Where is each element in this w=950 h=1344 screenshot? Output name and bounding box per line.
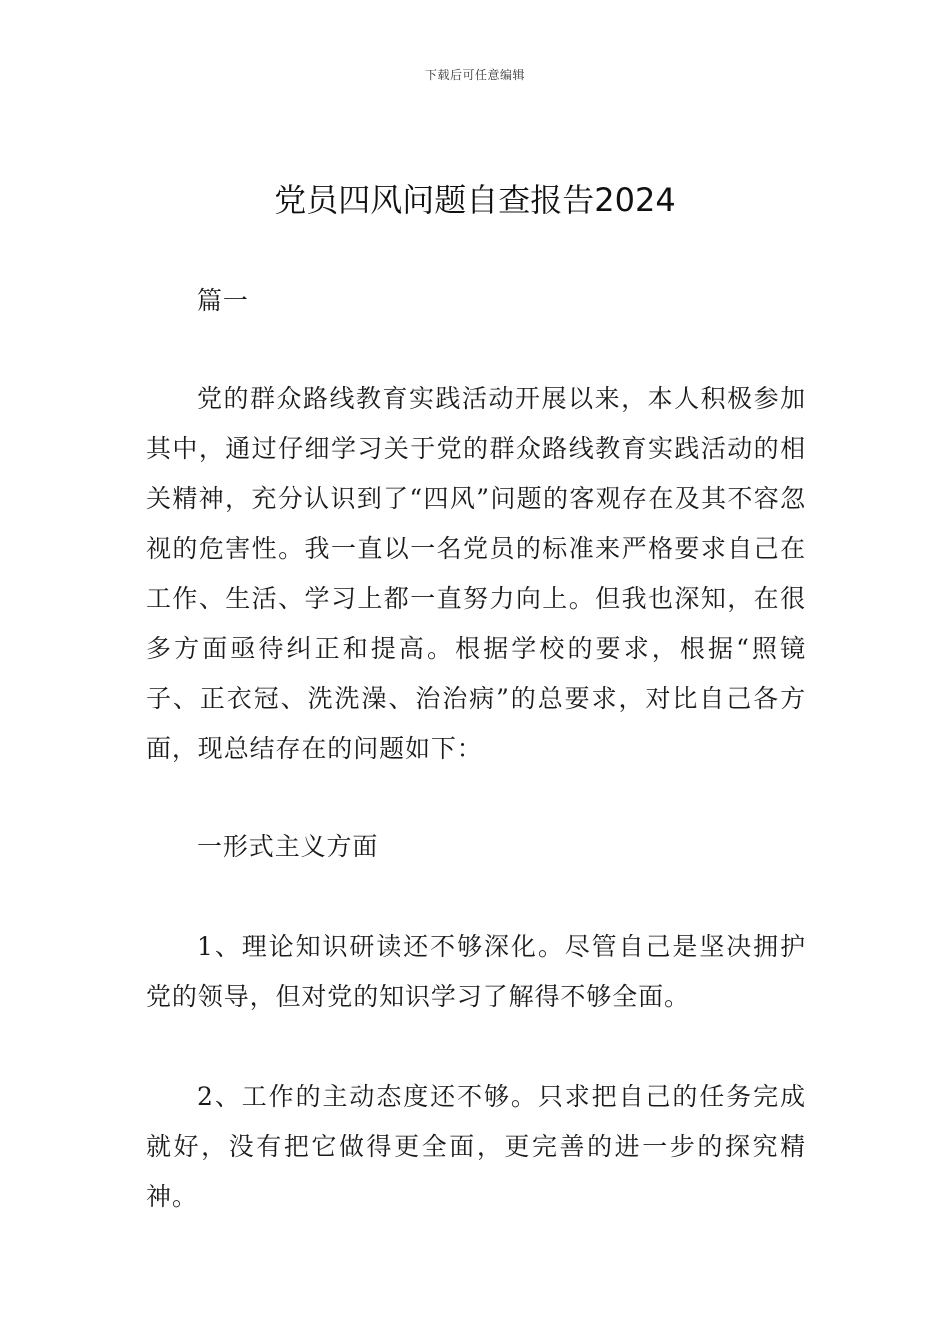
document-title: 党员四风问题自查报告2024 xyxy=(274,181,676,219)
subheading-formalism: 一形式主义方面 xyxy=(197,832,379,861)
list-item-1: 1、理论知识研读还不够深化。尽管自己是坚决拥护党的领导，但对党的知识学习了解得不够全面。 xyxy=(146,932,806,1011)
section-label: 篇一 xyxy=(197,286,249,315)
intro-paragraph: 党的群众路线教育实践活动开展以来，本人积极参加其中，通过仔细学习关于党的群众路线教育实践活动的相关精神，充分认识到了“四风”问题的客观存在及其不容忽视的危害性。我一直以一名党员的标准来严格要求自己在工作、生活、学习上都一直努力向上。但我也深知，在很多方面亟待纠正和提高。根据学校的要求，根据“照镜子、正衣冠、洗洗澡、治治病”的总要求，对比自己各方面，现总结存在的问题如下： xyxy=(146,384,806,763)
header-note: 下载后可任意编辑 xyxy=(424,68,525,82)
list-item-2: 2、工作的主动态度还不够。只求把自己的任务完成就好，没有把它做得更全面，更完善的进一步的探究精神。 xyxy=(146,1082,806,1211)
